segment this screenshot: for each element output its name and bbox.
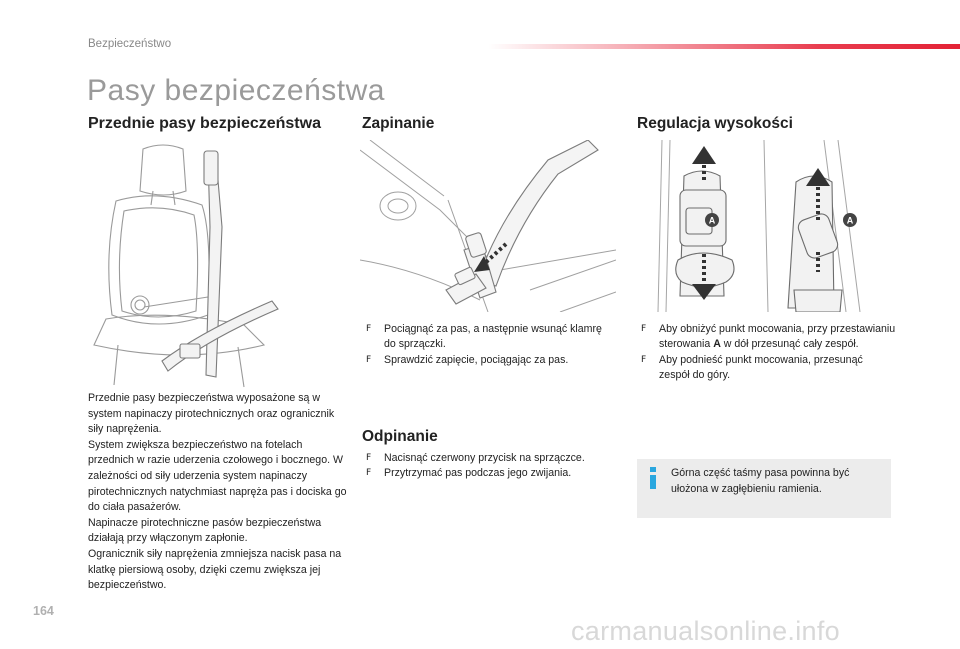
- bullet-mark-icon: F: [366, 354, 372, 365]
- section-label: Bezpieczeństwo: [88, 38, 172, 50]
- fastening-steps: [366, 322, 606, 368]
- unfastening-steps: [366, 451, 616, 482]
- label-a-right: [843, 213, 857, 227]
- bullet-mark-icon: F: [366, 324, 372, 334]
- bullet-mark-icon: F: [641, 324, 647, 334]
- label-a-left: [705, 213, 719, 227]
- list-item: F Sprawdzić zapięcie, pociągając za pas.: [366, 353, 606, 368]
- bullet-mark-icon: F: [366, 468, 372, 479]
- info-text: Górna część taśmy pasa powinna być ułożona w zagłębieniu ramienia.: [671, 467, 850, 495]
- info-icon: [646, 467, 660, 489]
- height-adjust-heading: Regulacja wysokości: [637, 115, 793, 132]
- front-belts-heading: Przednie pasy bezpieczeństwa: [88, 115, 321, 132]
- list-item: F Aby obniżyć punkt mocowania, przy przestawianiu sterowania A w dół przesunąć cały zespół.: [641, 323, 896, 351]
- list-item: F Pociągnąć za pas, a następnie wsunąć klamrę do sprzączki.: [366, 323, 602, 351]
- header-accent-bar: [488, 44, 960, 49]
- front-belts-description: [88, 391, 348, 594]
- list-item: F Nacisnąć czerwony przycisk na sprzączce.: [366, 451, 616, 466]
- fastening-heading: Zapinanie: [362, 115, 435, 132]
- paragraph: System zwiększa bezpieczeństwo na fotelach przednich w razie uderzenia czołowego i bocznego. W zależności od siły uderzenia system napinaczy pirotechnicznych natychmiast napręża pas i dociska go do ciała pasażerów.: [88, 438, 347, 514]
- paragraph: Ogranicznik siły naprężenia zmniejsza nacisk pasa na klatkę piersiową osoby, dzięki czemu zwiększa jej bezpieczeństwo.: [88, 547, 342, 592]
- front-seat-illustration: [88, 139, 350, 391]
- svg-text:A: A: [846, 215, 854, 226]
- bullet-mark-icon: F: [366, 453, 372, 463]
- list-item: F Przytrzymać pas podczas jego zwijania.: [366, 466, 616, 481]
- bullet-mark-icon: F: [641, 354, 647, 365]
- page-title: Pasy bezpieczeństwa: [87, 74, 385, 107]
- paragraph: Przednie pasy bezpieczeństwa wyposażone są w system napinaczy pirotechnicznych oraz ogranicznik siły naprężenia.: [88, 392, 335, 436]
- watermark: carmanualsonline.info: [571, 616, 840, 646]
- list-item: F Aby podnieść punkt mocowania, przesunąć zespół do góry.: [641, 353, 863, 382]
- fastening-illustration: [360, 140, 616, 312]
- height-adjust-illustration: [656, 140, 866, 312]
- svg-text:A: A: [708, 215, 716, 226]
- paragraph: Napinacze pirotechniczne pasów bezpieczeństwa działają przy włączonym zapłonie.: [88, 516, 322, 545]
- page-number: 164: [33, 604, 54, 618]
- height-adjust-steps: [641, 322, 896, 384]
- unfastening-heading: Odpinanie: [362, 428, 438, 445]
